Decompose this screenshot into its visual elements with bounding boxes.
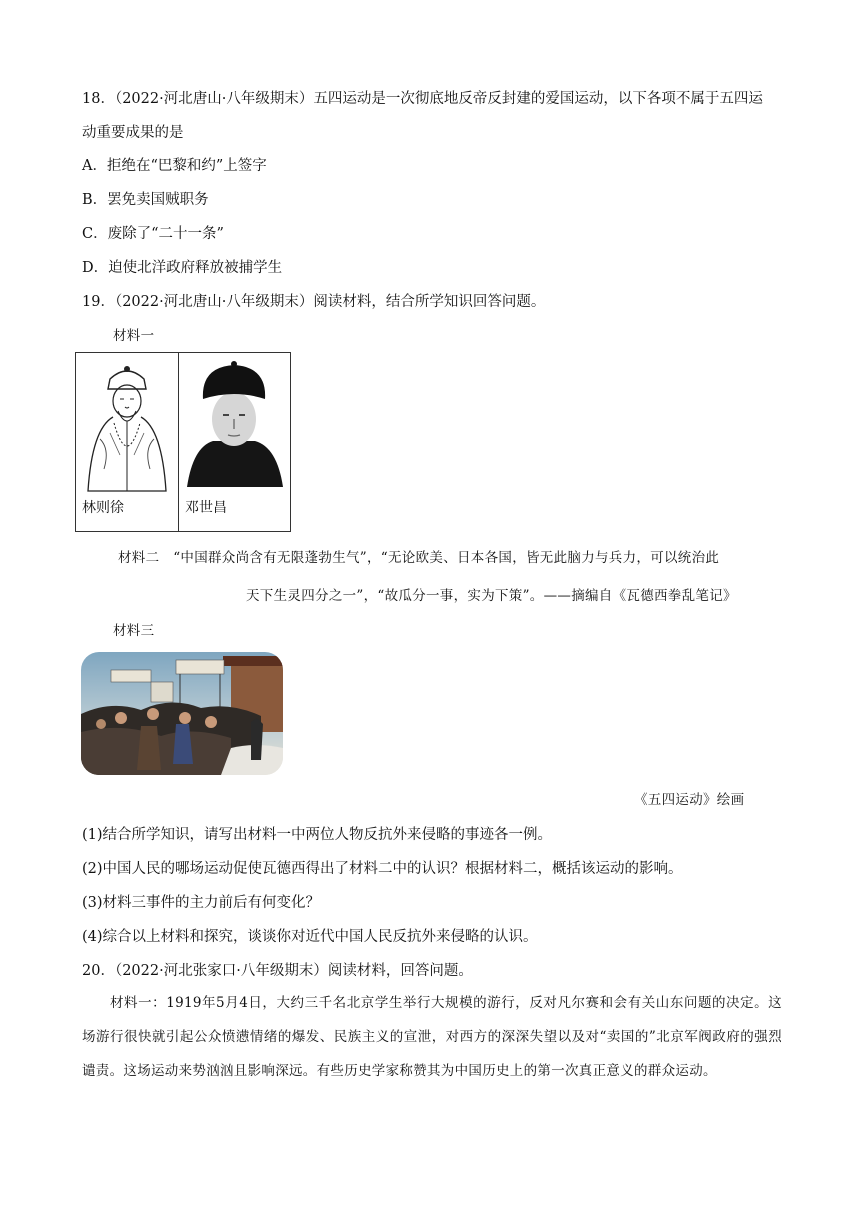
q19-subq-4: (4)综合以上材料和探究，谈谈你对近代中国人民反抗外来侵略的认识。 [82, 929, 538, 945]
may-fourth-painting-icon [81, 652, 283, 775]
q18-option-b: B．罢免卖国贼职务 [82, 192, 209, 208]
caption-deng-shichang: 邓世昌 [185, 500, 228, 516]
q19-stem: 19．（2022·河北唐山·八年级期末）阅读材料，结合所学知识回答问题。 [82, 294, 546, 310]
q19-material2-line2: 天下生灵四分之一”，“故瓜分一事，实为下策”。——摘编自《瓦德西拳乱笔记》 [246, 588, 737, 604]
painting-caption: 《五四运动》绘画 [634, 792, 745, 808]
q18-option-d: D．迫使北洋政府释放被捕学生 [82, 260, 283, 276]
may-fourth-painting [81, 652, 283, 775]
q19-material2-line1: 材料二 “中国群众尚含有无限蓬勃生气”，“无论欧美、日本各国，皆无此脑力与兵力，可以统治此 [118, 550, 720, 566]
q19-subq-2: (2)中国人民的哪场运动促使瓦德西得出了材料二中的认识？根据材料二，概括该运动的影响。 [82, 861, 683, 877]
q20-material1-text: 材料一：1919年5月4日，大约三千名北京学生举行大规模的游行，反对凡尔赛和会有关山东问题的决定。这场游行很快就引起公众愤懑情绪的爆发、民族主义的宣泄，对西方的深深失望以及对“卖国的”北京军阀政府的强烈谴责。这场运动来势汹汹且影响深远。有些历史学家称赞其为中国历史上的第一次真正意义的群众运动。 [82, 995, 782, 1079]
q19-subq-1: (1)结合所学知识，请写出材料一中两位人物反抗外来侵略的事迹各一例。 [82, 827, 553, 843]
q20-stem: 20．（2022·河北张家口·八年级期末）阅读材料，回答问题。 [82, 963, 473, 979]
deng-shichang-portrait-icon [183, 359, 285, 487]
q19-material1-label: 材料一 [113, 328, 155, 344]
q18-stem-line1: 18．（2022·河北唐山·八年级期末）五四运动是一次彻底地反帝反封建的爱国运动，以下各项不属于五四运 [82, 91, 763, 107]
q18-stem-line2: 动重要成果的是 [82, 125, 184, 141]
portrait-cell-deng-shichang [179, 353, 291, 532]
q18-option-c: C．废除了“二十一条” [82, 226, 224, 242]
q19-subq-3: (3)材料三事件的主力前后有何变化？ [82, 895, 321, 911]
portrait-table [75, 352, 291, 532]
q18-option-a: A．拒绝在“巴黎和约”上签字 [82, 158, 267, 174]
caption-lin-zexu: 林则徐 [82, 500, 124, 516]
lin-zexu-portrait-icon [80, 359, 174, 495]
portrait-cell-lin-zexu [76, 353, 179, 532]
q19-material3-label: 材料三 [113, 623, 155, 639]
